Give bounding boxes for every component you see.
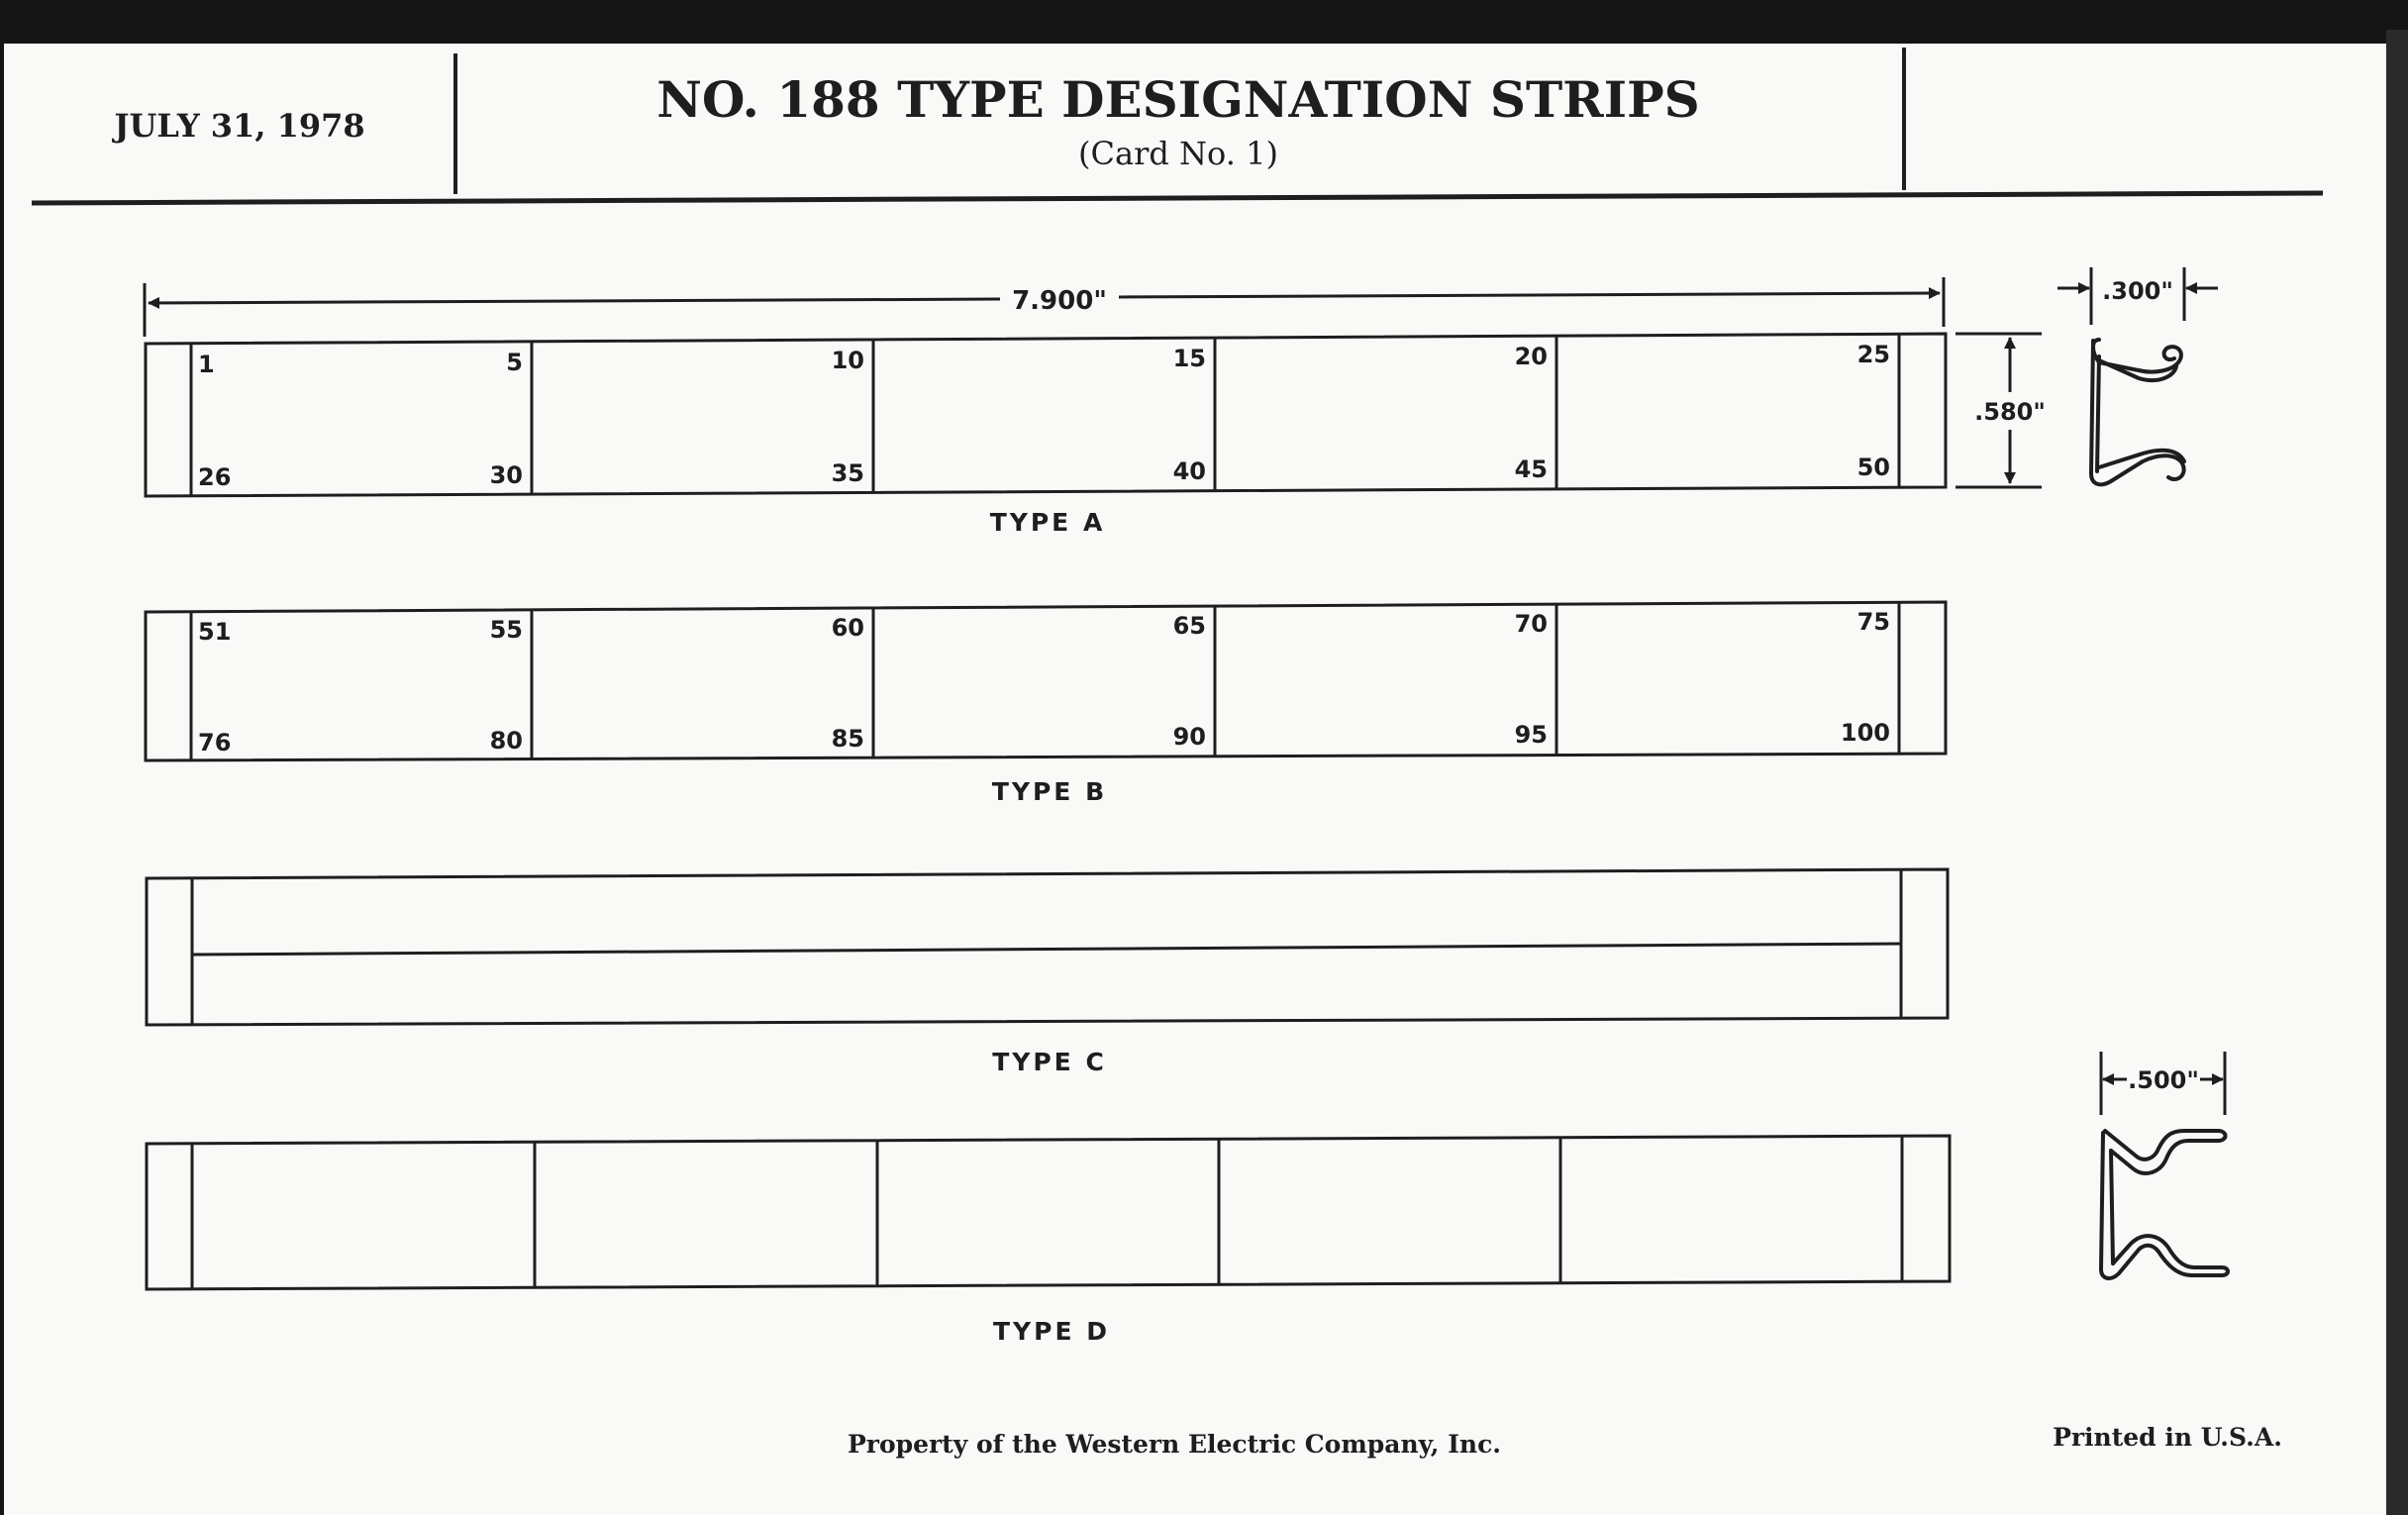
card-subtitle: (Card No. 1): [1078, 135, 1278, 172]
card-title: NO. 188 TYPE DESIGNATION STRIPS: [656, 70, 1700, 129]
type-b-top-number: 60: [831, 614, 864, 642]
type-a-top-number: 25: [1856, 341, 1890, 368]
footer-property: Property of the Western Electric Company, Inc.: [847, 1430, 1502, 1459]
type-a-top-number: 20: [1514, 343, 1548, 370]
type-a-label: TYPE A: [989, 508, 1106, 537]
type-d-label: TYPE D: [992, 1317, 1111, 1346]
card-date: JULY 31, 1978: [114, 107, 365, 145]
profile-a-width-label: .300": [2102, 277, 2173, 305]
footer-printed: Printed in U.S.A.: [2053, 1423, 2282, 1452]
type-b-label: TYPE B: [991, 777, 1108, 806]
type-a-top-number: 15: [1172, 345, 1206, 372]
type-a-bottom-number: 35: [831, 459, 864, 487]
profile-b-width-label: .500": [2128, 1066, 2199, 1094]
paper-right-edge: [2386, 30, 2408, 1515]
length-dimension-label: 7.900": [1012, 286, 1107, 316]
type-b-bottom-number: 85: [831, 725, 864, 753]
type-c-label: TYPE C: [992, 1048, 1107, 1076]
height-dimension-label: .580": [1974, 398, 2046, 426]
type-a-top-number: 10: [831, 347, 864, 374]
type-b-bottom-number: 76: [198, 729, 232, 757]
type-b-bottom-number: 80: [489, 727, 523, 755]
type-a-bottom-number: 26: [198, 463, 232, 491]
type-b-top-number: 55: [489, 616, 523, 644]
type-a-bottom-number: 45: [1514, 455, 1548, 483]
type-b-top-number: 51: [198, 618, 232, 646]
type-b-bottom-number: 100: [1840, 719, 1890, 747]
type-b-bottom-number: 95: [1514, 721, 1548, 749]
type-b-top-number: 75: [1856, 608, 1890, 636]
type-b-top-number: 65: [1172, 612, 1206, 640]
paper-sheet: [4, 44, 2386, 1515]
type-a-top-number: 5: [506, 349, 523, 376]
type-a-top-number: 1: [198, 351, 215, 378]
type-a-bottom-number: 40: [1172, 457, 1206, 485]
type-a-bottom-number: 30: [489, 461, 523, 489]
type-b-top-number: 70: [1514, 610, 1548, 638]
type-b-bottom-number: 90: [1172, 723, 1206, 751]
type-a-bottom-number: 50: [1856, 454, 1890, 481]
